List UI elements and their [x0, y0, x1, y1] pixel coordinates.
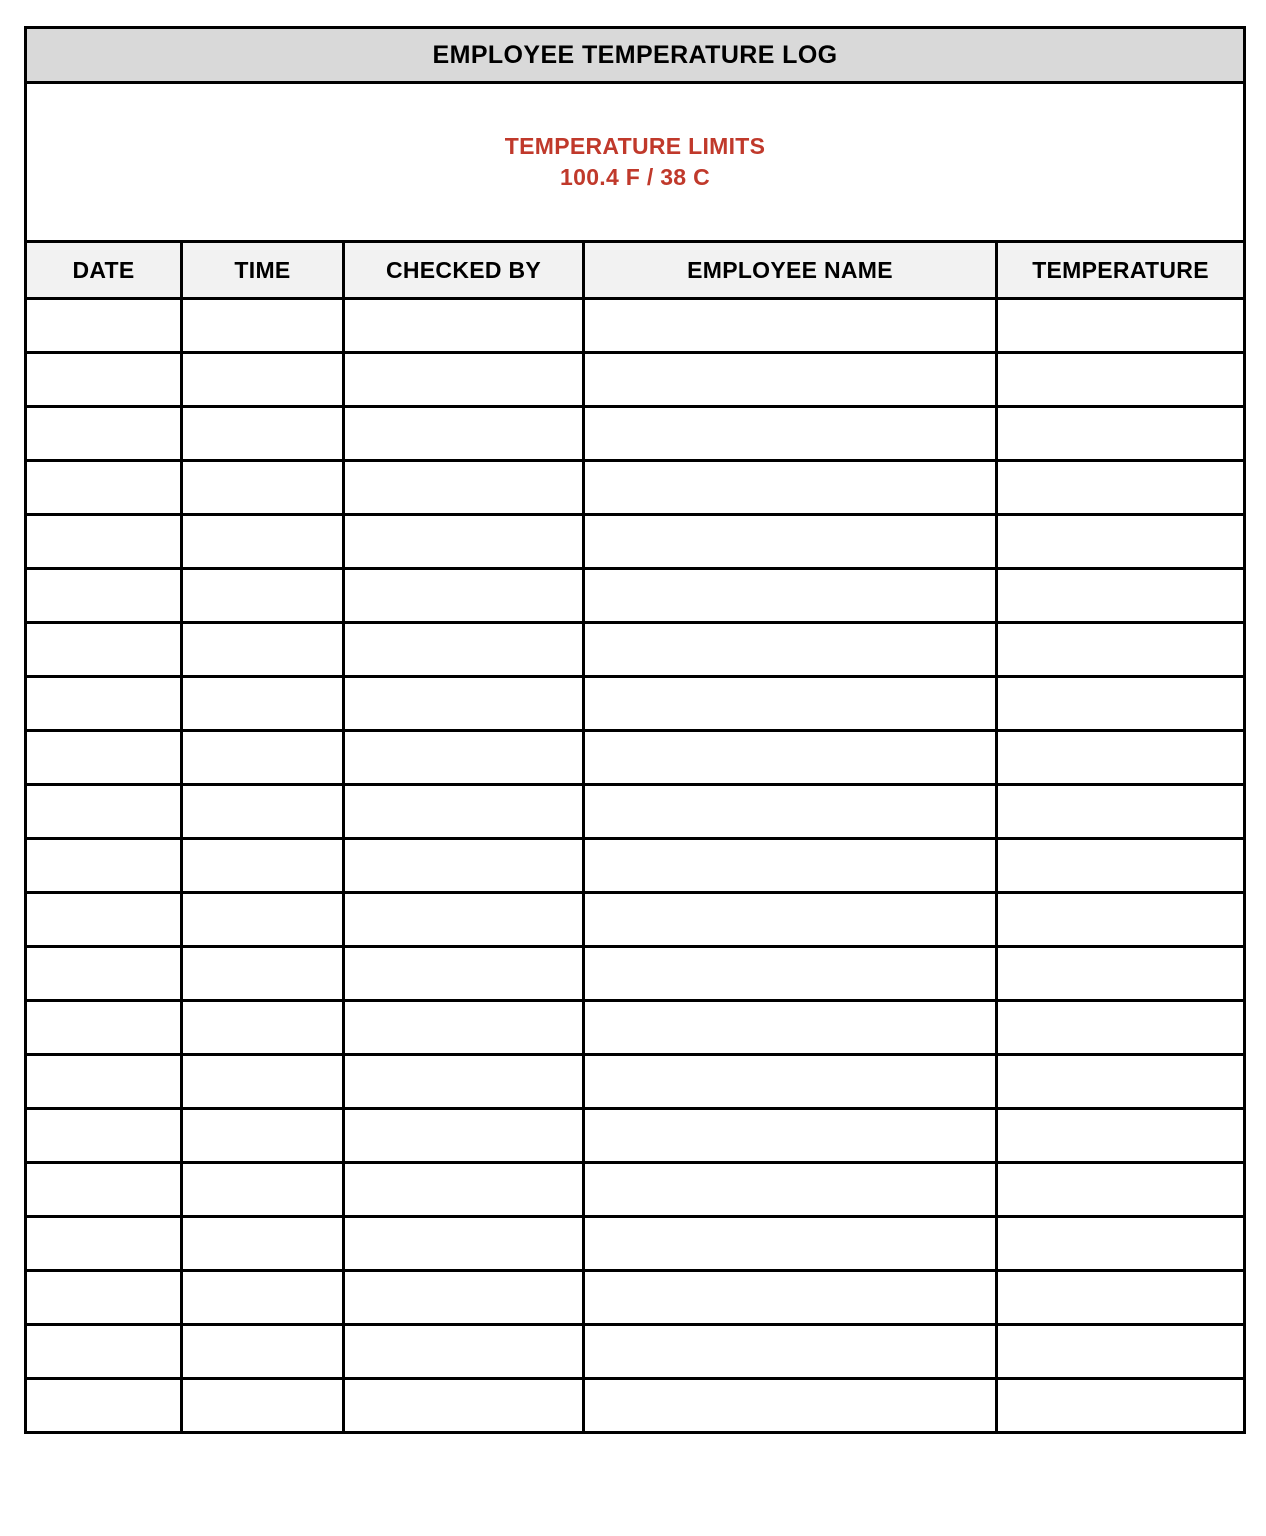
cell-checked-by[interactable]	[344, 1109, 584, 1163]
limits-row	[26, 83, 1245, 242]
table-row	[26, 1001, 1245, 1055]
cell-time[interactable]	[182, 785, 344, 839]
cell-employee-name[interactable]	[584, 353, 997, 407]
cell-checked-by[interactable]	[344, 569, 584, 623]
cell-time[interactable]	[182, 1163, 344, 1217]
cell-checked-by[interactable]	[344, 1217, 584, 1271]
page-title: EMPLOYEE TEMPERATURE LOG	[26, 28, 1245, 83]
table-row	[26, 677, 1245, 731]
cell-employee-name[interactable]	[584, 1217, 997, 1271]
cell-checked-by[interactable]	[344, 623, 584, 677]
table-row	[26, 731, 1245, 785]
cell-date[interactable]	[26, 407, 182, 461]
cell-temperature[interactable]	[997, 785, 1245, 839]
cell-employee-name[interactable]	[584, 1055, 997, 1109]
cell-date[interactable]	[26, 947, 182, 1001]
cell-time[interactable]	[182, 731, 344, 785]
table-row	[26, 569, 1245, 623]
employee-temperature-log-table	[24, 26, 1246, 1434]
cell-employee-name[interactable]	[584, 677, 997, 731]
limits-value: 100.4 F / 38 C	[560, 164, 710, 190]
cell-date[interactable]	[26, 1217, 182, 1271]
cell-checked-by[interactable]	[344, 353, 584, 407]
cell-checked-by[interactable]	[344, 1325, 584, 1379]
cell-employee-name[interactable]	[584, 1001, 997, 1055]
column-header-time: TIME	[182, 242, 344, 299]
cell-checked-by[interactable]	[344, 677, 584, 731]
column-header-checked-by: CHECKED BY	[344, 242, 584, 299]
cell-date[interactable]	[26, 839, 182, 893]
cell-temperature[interactable]	[997, 407, 1245, 461]
cell-employee-name[interactable]	[584, 623, 997, 677]
cell-temperature[interactable]	[997, 569, 1245, 623]
table-row	[26, 785, 1245, 839]
cell-checked-by[interactable]	[344, 893, 584, 947]
cell-date[interactable]	[26, 461, 182, 515]
cell-temperature[interactable]	[997, 1379, 1245, 1433]
cell-time[interactable]	[182, 1001, 344, 1055]
cell-date[interactable]	[26, 1163, 182, 1217]
cell-temperature[interactable]	[997, 461, 1245, 515]
cell-temperature[interactable]	[997, 1001, 1245, 1055]
cell-employee-name[interactable]	[584, 407, 997, 461]
cell-temperature[interactable]	[997, 299, 1245, 353]
table-row	[26, 461, 1245, 515]
cell-checked-by[interactable]	[344, 731, 584, 785]
cell-date[interactable]	[26, 1055, 182, 1109]
cell-time[interactable]	[182, 461, 344, 515]
cell-time[interactable]	[182, 407, 344, 461]
limits-text-group	[27, 131, 1243, 194]
cell-time[interactable]	[182, 515, 344, 569]
cell-checked-by[interactable]	[344, 839, 584, 893]
cell-temperature[interactable]	[997, 1055, 1245, 1109]
cell-employee-name[interactable]	[584, 785, 997, 839]
cell-time[interactable]	[182, 839, 344, 893]
cell-employee-name[interactable]	[584, 1379, 997, 1433]
cell-date[interactable]	[26, 299, 182, 353]
cell-temperature[interactable]	[997, 1325, 1245, 1379]
cell-employee-name[interactable]	[584, 731, 997, 785]
cell-time[interactable]	[182, 299, 344, 353]
cell-time[interactable]	[182, 893, 344, 947]
column-header-date: DATE	[26, 242, 182, 299]
cell-checked-by[interactable]	[344, 461, 584, 515]
cell-date[interactable]	[26, 1271, 182, 1325]
column-header-row	[26, 242, 1245, 299]
title-row	[26, 28, 1245, 83]
column-header-temperature: TEMPERATURE	[997, 242, 1245, 299]
table-row	[26, 1271, 1245, 1325]
cell-checked-by[interactable]	[344, 1001, 584, 1055]
cell-date[interactable]	[26, 731, 182, 785]
cell-temperature[interactable]	[997, 893, 1245, 947]
cell-temperature[interactable]	[997, 1217, 1245, 1271]
cell-date[interactable]	[26, 515, 182, 569]
cell-date[interactable]	[26, 785, 182, 839]
table-row	[26, 1055, 1245, 1109]
cell-time[interactable]	[182, 1217, 344, 1271]
cell-temperature[interactable]	[997, 353, 1245, 407]
table-row	[26, 1109, 1245, 1163]
cell-temperature[interactable]	[997, 1163, 1245, 1217]
cell-checked-by[interactable]	[344, 407, 584, 461]
cell-date[interactable]	[26, 1325, 182, 1379]
cell-time[interactable]	[182, 947, 344, 1001]
cell-temperature[interactable]	[997, 947, 1245, 1001]
log-body	[26, 28, 1245, 1433]
cell-employee-name[interactable]	[584, 947, 997, 1001]
cell-temperature[interactable]	[997, 839, 1245, 893]
table-row	[26, 299, 1245, 353]
cell-date[interactable]	[26, 623, 182, 677]
table-row	[26, 407, 1245, 461]
cell-date[interactable]	[26, 893, 182, 947]
cell-temperature[interactable]	[997, 623, 1245, 677]
table-row	[26, 623, 1245, 677]
cell-time[interactable]	[182, 677, 344, 731]
table-row	[26, 515, 1245, 569]
cell-time[interactable]	[182, 353, 344, 407]
cell-time[interactable]	[182, 1379, 344, 1433]
cell-employee-name[interactable]	[584, 893, 997, 947]
cell-checked-by[interactable]	[344, 947, 584, 1001]
table-row	[26, 947, 1245, 1001]
cell-employee-name[interactable]	[584, 1325, 997, 1379]
table-row	[26, 1325, 1245, 1379]
cell-date[interactable]	[26, 1001, 182, 1055]
cell-checked-by[interactable]	[344, 515, 584, 569]
cell-employee-name[interactable]	[584, 461, 997, 515]
cell-temperature[interactable]	[997, 731, 1245, 785]
table-row	[26, 839, 1245, 893]
cell-checked-by[interactable]	[344, 1163, 584, 1217]
cell-employee-name[interactable]	[584, 299, 997, 353]
cell-employee-name[interactable]	[584, 1109, 997, 1163]
table-row	[26, 1217, 1245, 1271]
cell-date[interactable]	[26, 1379, 182, 1433]
column-header-employee-name: EMPLOYEE NAME	[584, 242, 997, 299]
cell-temperature[interactable]	[997, 515, 1245, 569]
cell-employee-name[interactable]	[584, 839, 997, 893]
cell-temperature[interactable]	[997, 677, 1245, 731]
cell-time[interactable]	[182, 1271, 344, 1325]
cell-employee-name[interactable]	[584, 569, 997, 623]
cell-time[interactable]	[182, 1055, 344, 1109]
cell-date[interactable]	[26, 1109, 182, 1163]
table-row	[26, 1379, 1245, 1433]
temperature-limits-banner	[26, 83, 1245, 242]
cell-checked-by[interactable]	[344, 299, 584, 353]
limits-heading: TEMPERATURE LIMITS	[504, 132, 766, 159]
table-row	[26, 893, 1245, 947]
cell-checked-by[interactable]	[344, 1055, 584, 1109]
cell-temperature[interactable]	[997, 1109, 1245, 1163]
cell-time[interactable]	[182, 1109, 344, 1163]
cell-time[interactable]	[182, 569, 344, 623]
cell-temperature[interactable]	[997, 1271, 1245, 1325]
cell-date[interactable]	[26, 677, 182, 731]
temperature-log-sheet	[24, 26, 1243, 1510]
table-row	[26, 1163, 1245, 1217]
cell-checked-by[interactable]	[344, 785, 584, 839]
cell-checked-by[interactable]	[344, 1379, 584, 1433]
cell-employee-name[interactable]	[584, 1163, 997, 1217]
cell-date[interactable]	[26, 569, 182, 623]
cell-date[interactable]	[26, 353, 182, 407]
cell-checked-by[interactable]	[344, 1271, 584, 1325]
cell-employee-name[interactable]	[584, 515, 997, 569]
cell-time[interactable]	[182, 1325, 344, 1379]
cell-time[interactable]	[182, 623, 344, 677]
cell-employee-name[interactable]	[584, 1271, 997, 1325]
table-row	[26, 353, 1245, 407]
